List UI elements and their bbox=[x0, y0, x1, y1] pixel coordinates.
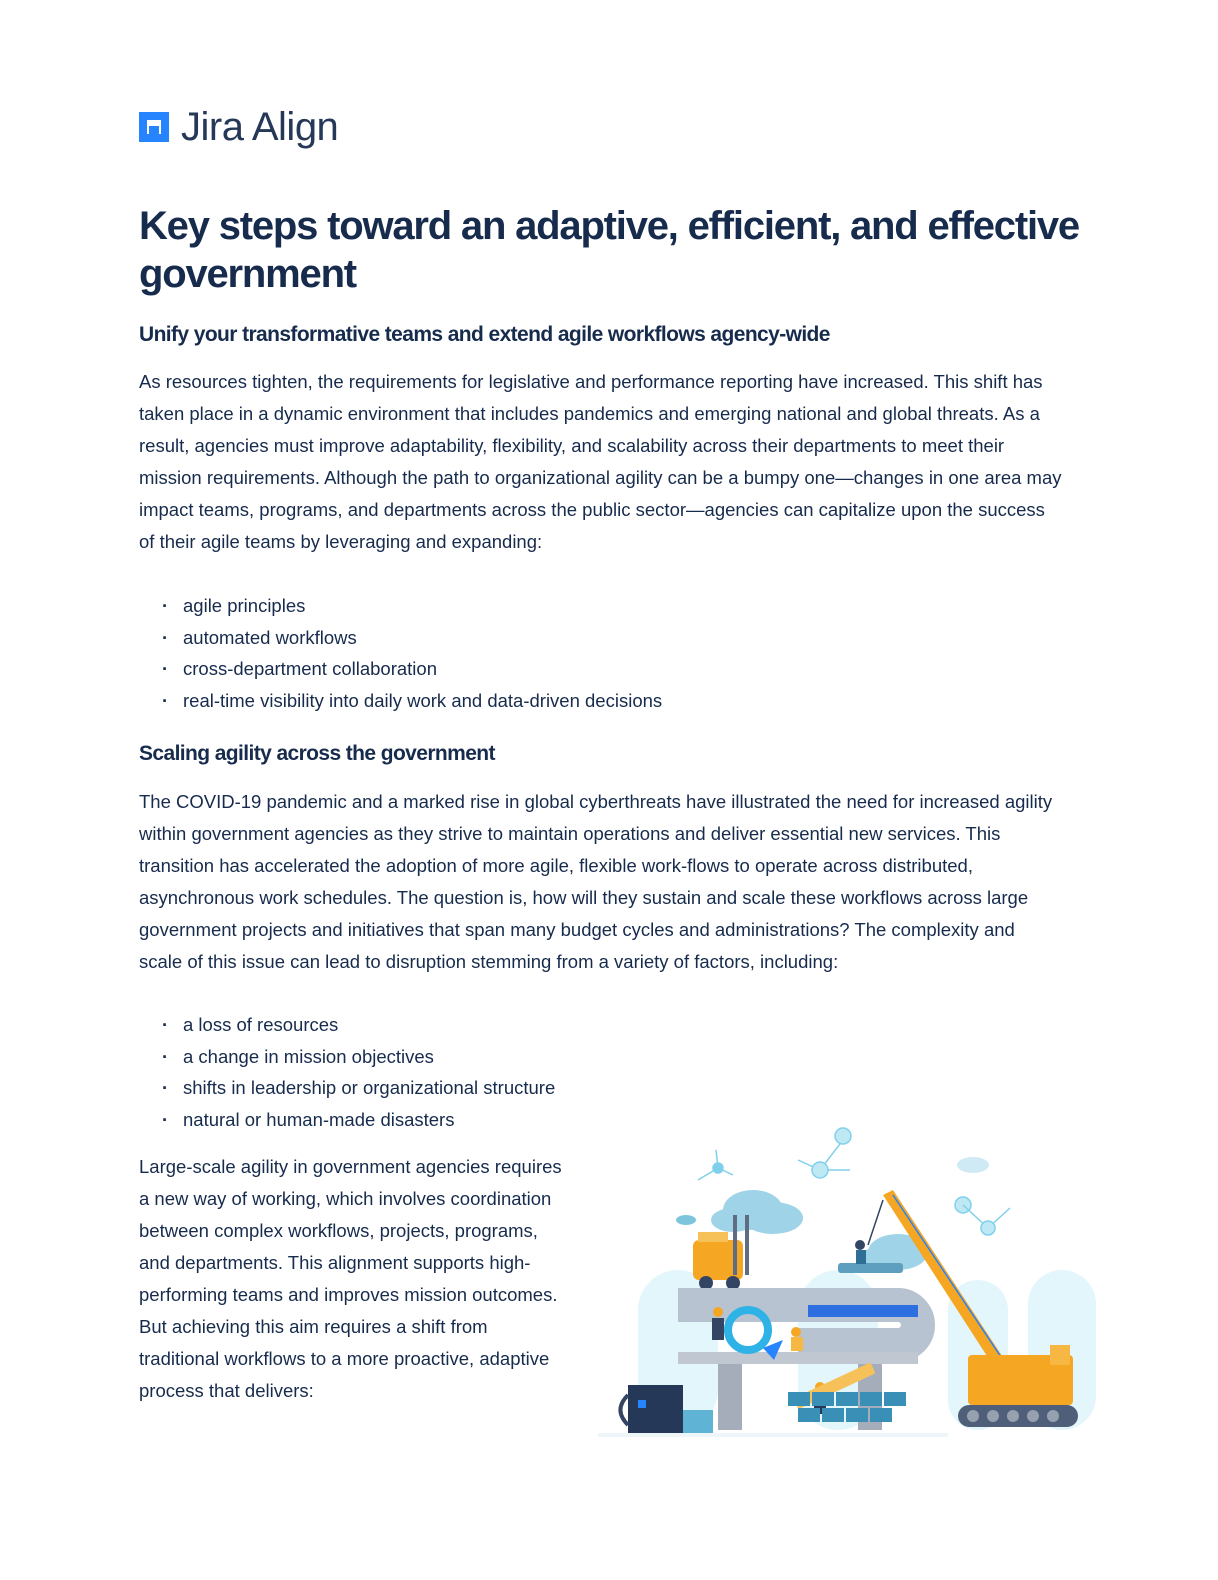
list-item: · natural or human-made disasters bbox=[139, 1104, 555, 1136]
closing-paragraph: Large-scale agility in government agencies requires a new way of working, which involves coordination between complex workflows, projects, programs, and departments. This alignment supports high-performing teams and improves mission outcomes. But achieving this aim requires a shift from traditional workflows to a more proactive, adaptive process that delivers: bbox=[139, 1156, 562, 1401]
construction-illustration bbox=[598, 1120, 1098, 1450]
brand-name: Jira Align bbox=[181, 105, 339, 149]
bullet-list-disruption bbox=[139, 1009, 555, 1136]
list-item: · a loss of resources bbox=[139, 1009, 555, 1041]
section-heading-scaling: Scaling agility across the government bbox=[139, 742, 495, 765]
section-paragraph-unify: As resources tighten, the requirements for legislative and performance reporting have increased. This shift has taken place in a dynamic environment that includes pandemics and emerging national and global threats. As a result, agencies must improve adaptability, flexibility, and scalability across their departments to meet their mission requirements. Although the path to organizational agility can be a bumpy one—changes in one area may impact teams, programs, and departments across the public sector—agencies can capitalize upon the success of their agile teams by leveraging and expanding: bbox=[139, 371, 1062, 552]
list-item: · real-time visibility into daily work and data-driven decisions bbox=[139, 685, 662, 717]
bullet-list-agility bbox=[139, 590, 662, 717]
jira-align-logo bbox=[139, 104, 338, 150]
list-item: · automated workflows bbox=[139, 622, 662, 654]
list-item: · cross-department collaboration bbox=[139, 653, 662, 685]
section-heading-unify: Unify your transformative teams and extend agile workflows agency-wide bbox=[139, 323, 830, 346]
jira-align-logo-icon bbox=[139, 112, 169, 142]
page-title: Key steps toward an adaptive, efficient, and effective government bbox=[139, 204, 1079, 296]
list-item: · agile principles bbox=[139, 590, 662, 622]
section-paragraph-scaling: The COVID-19 pandemic and a marked rise in global cyberthreats have illustrated the need for increased agility within government agencies as they strive to maintain operations and deliver essential new services. This transition has accelerated the adoption of more agile, flexible work-flows to operate across distributed, asynchronous work schedules. The question is, how will they sustain and scale these workflows across large government projects and initiatives that span many budget cycles and administrations? The complexity and scale of this issue can lead to disruption stemming from a variety of factors, including: bbox=[139, 791, 1053, 972]
list-item: · shifts in leadership or organizational structure bbox=[139, 1072, 555, 1104]
list-item: · a change in mission objectives bbox=[139, 1041, 555, 1073]
